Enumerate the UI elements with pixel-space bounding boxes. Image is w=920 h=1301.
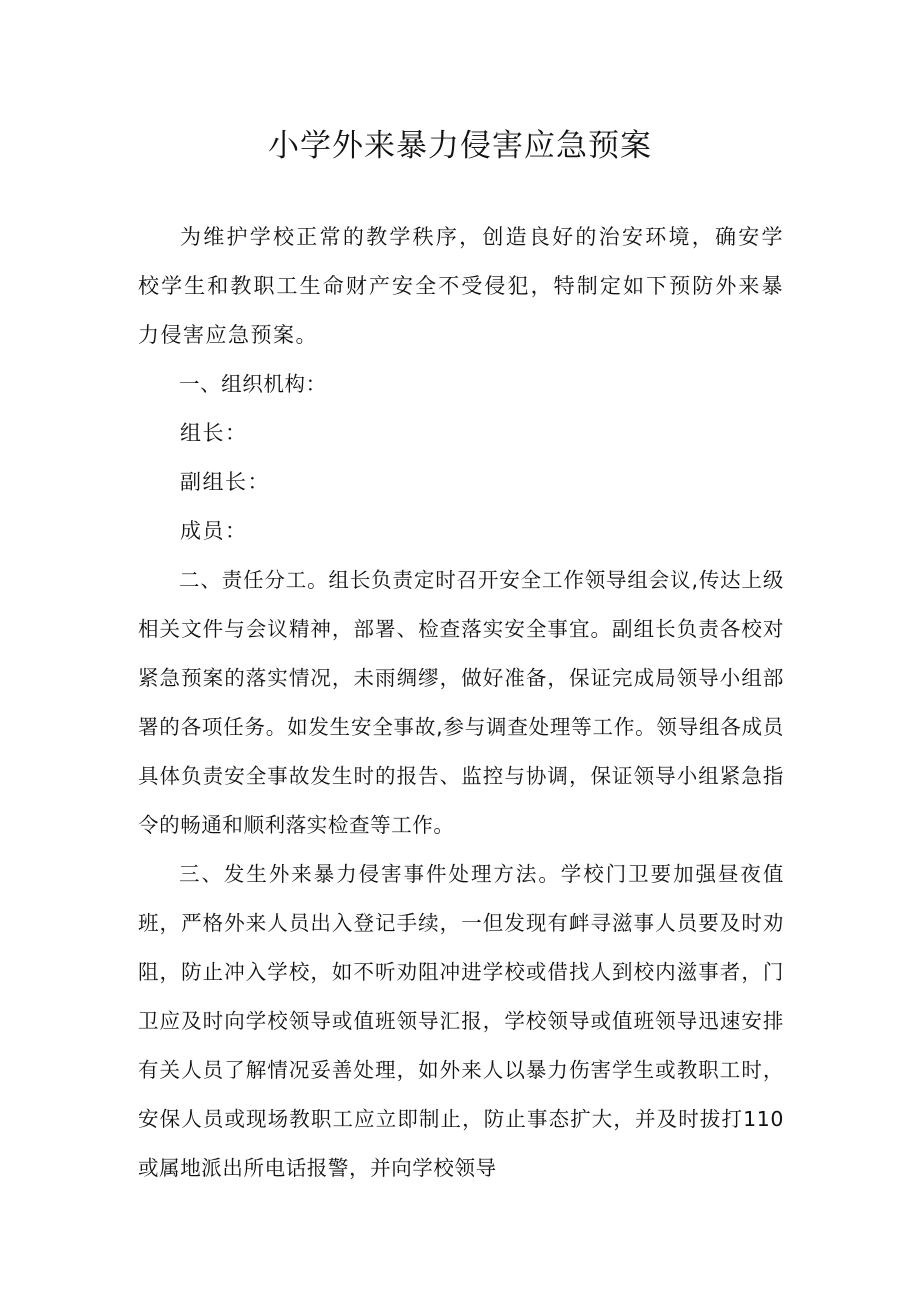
leader-line: 组长： xyxy=(180,421,248,445)
section-1-heading: 一、组织机构： xyxy=(179,372,327,396)
members-line: 成员： xyxy=(180,519,248,543)
deputy-leader-line: 副组长： xyxy=(180,470,270,494)
document-title: 小学外来暴力侵害应急预案 xyxy=(268,128,652,164)
section-2-paragraph: 二、责任分工。组长负责定时召开安全工作领导组会议,传达上级相关文件与会议精神，部署、检查落实安全事宜。副组长负责各校对紧急预案的落实情况，未雨绸缪，做好准备，保证完成局领导小组部署的各项任务。如发生安全事故,参与调查处理等工作。领导组各成员具体负责安全事故发生时的报告、监控与协调，保证领导小组紧急指令的畅通和顺利落实检查等工作。 xyxy=(138,568,784,837)
intro-paragraph: 为维护学校正常的教学秩序，创造良好的治安环境，确安学校学生和教职工生命财产安全不受侵犯，特制定如下预防外来暴力侵害应急预案。 xyxy=(138,225,784,347)
document-body xyxy=(138,213,784,1193)
section-3-paragraph: 三、发生外来暴力侵害事件处理方法。学校门卫要加强昼夜值班，严格外来人员出入登记手续，一但发现有衅寻滋事人员要及时劝阻，防止冲入学校，如不听劝阻冲进学校或借找人到校内滋事者，门卫应及时向学校领导或值班领导汇报，学校领导或值班领导迅速安排有关人员了解情况妥善处理，如外来人以暴力伤害学生或教职工时，安保人员或现场教职工应立即制止，防止事态扩大，并及时拔打110或属地派出所电话报警，并向学校领导 xyxy=(138,862,784,1180)
